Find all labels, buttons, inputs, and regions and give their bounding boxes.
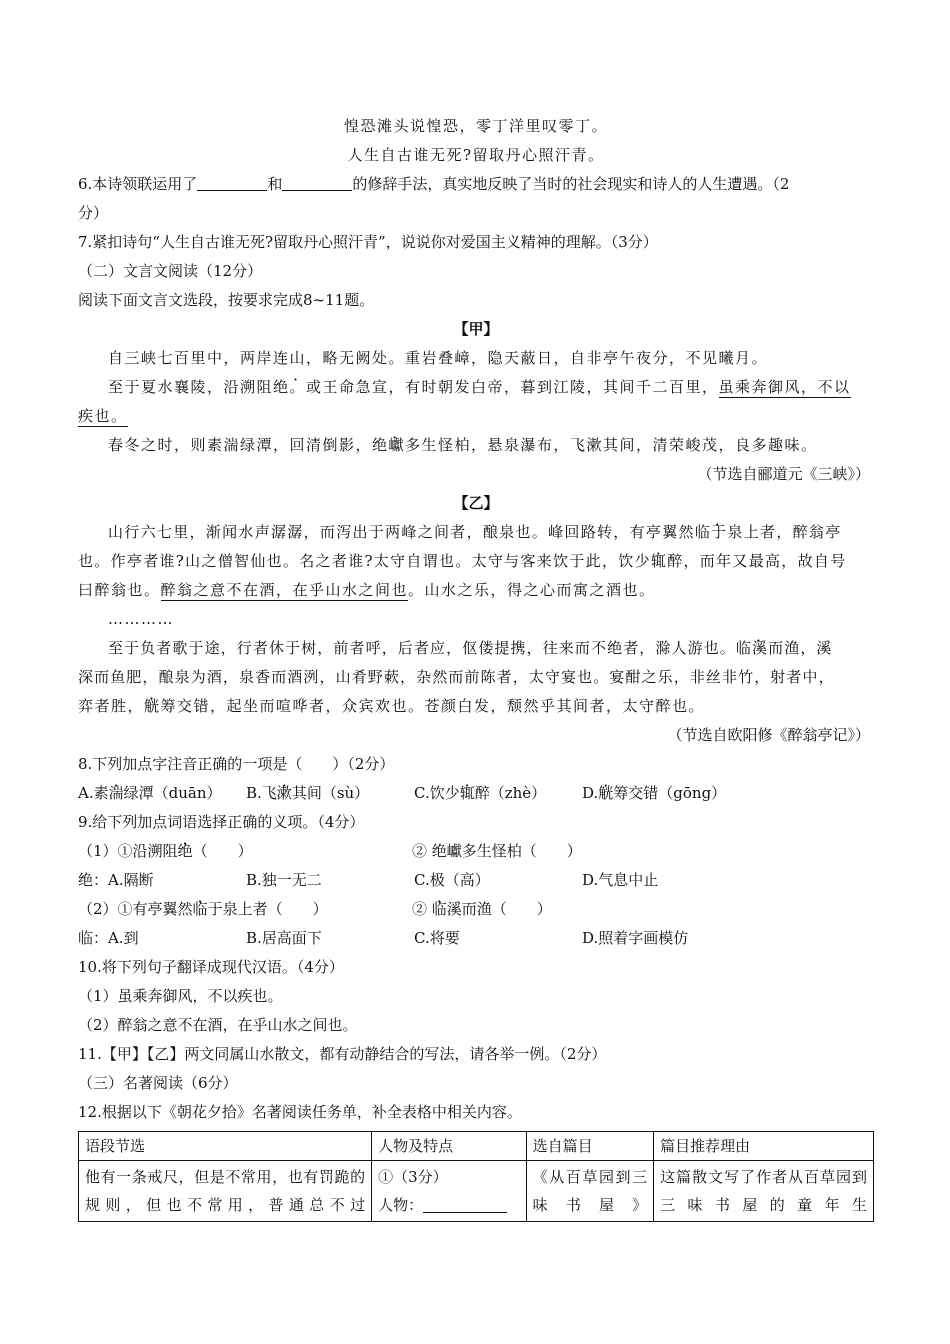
reading-task-table <box>78 1131 874 1222</box>
table-row <box>79 1161 874 1222</box>
option-c[interactable]: C.极（高） <box>414 871 490 889</box>
person-cell: ①（3分） 人物： <box>372 1161 527 1222</box>
passage-jia-label: 【甲】 <box>453 320 499 338</box>
underlined-sentence: 虽乘奔御风，不以 <box>718 378 851 396</box>
table-header: 选自篇目 <box>526 1132 653 1161</box>
ellipsis: ………… <box>108 610 174 628</box>
option-d[interactable]: D.觥筹交错（gōng） <box>582 784 727 802</box>
table-header-row <box>79 1132 874 1161</box>
question-9-item-2: （2）①有亭翼然临于泉上者（ ） ② 临溪而渔（ ） <box>78 900 552 918</box>
dotted-char: 绝 <box>372 436 389 454</box>
option-c[interactable]: C.饮少辄醉（zhè） <box>414 784 547 802</box>
question-10-item-1: （1）虽乘奔御风，不以疾也。 <box>78 987 283 1005</box>
option-a[interactable]: 绝：A.隔断 <box>78 871 154 889</box>
dotted-char: 临 <box>694 523 712 541</box>
dotted-char: 绝 <box>273 378 290 396</box>
question-12: 12.根据以下《朝花夕拾》名著阅读任务单，补全表格中相关内容。 <box>78 1103 522 1121</box>
answer-blank[interactable] <box>197 174 267 191</box>
answer-blank[interactable] <box>282 174 352 191</box>
table-header: 篇目推荐理由 <box>654 1132 874 1161</box>
jia-paragraph-3: 春冬之时，则素湍绿潭，回清倒影，绝巘多生怪柏，悬泉瀑布，飞漱其间，清荣峻茂，良多趣味。 <box>108 436 818 454</box>
yi-paragraph-2: 至于负者歌于途，行者休于树，前者呼，后者应，伛偻提携，往来而不绝者，滁人游也。临溪而渔，溪 <box>108 639 833 657</box>
question-6: 6.本诗领联运用了 和 的修辞手法，真实地反映了当时的社会现实和诗人的人生遭遇。（2 <box>78 175 790 193</box>
question-10: 10.将下列句子翻译成现代汉语。（4分） <box>78 958 344 976</box>
section-3-title: （三）名著阅读（6分） <box>78 1074 238 1092</box>
question-6-cont: 分） <box>78 204 109 222</box>
dotted-char: 辄 <box>650 552 668 570</box>
exam-page <box>78 112 874 1127</box>
option-d[interactable]: D.气息中止 <box>582 871 659 889</box>
question-9-item-1: （1）①沿溯阻绝（ ） ② 绝巘多生怪柏（ ） <box>78 842 582 860</box>
excerpt-cell: 他有一条戒尺，但是不常用，也有罚跪的规则，但也不常用，普通总不过 <box>79 1161 372 1222</box>
person-answer-blank[interactable] <box>423 1196 507 1213</box>
question-8: 8.下列加点字注音正确的一项是（ ）（2分） <box>78 755 395 773</box>
section-2-title: （二）文言文阅读（12分） <box>78 262 263 280</box>
question-10-item-2: （2）醉翁之意不在酒，在乎山水之间也。 <box>78 1016 358 1034</box>
dotted-char: 觥 <box>144 697 161 715</box>
poem-line-2: 人生自古谁无死?留取丹心照汗青。 <box>347 146 605 164</box>
passage-yi-label: 【乙】 <box>453 494 499 512</box>
question-11: 11.【甲】【乙】两文同属山水散文，都有动静结合的写法，请各举一例。（2分） <box>78 1045 607 1063</box>
option-b[interactable]: B.居高面下 <box>246 929 322 947</box>
poem-line-1: 惶恐滩头说惶恐，零丁洋里叹零丁。 <box>343 117 608 135</box>
option-c[interactable]: C.将要 <box>414 929 460 947</box>
question-9: 9.给下列加点词语选择正确的义项。（4分） <box>78 813 365 831</box>
question-9-lin-options <box>78 924 874 953</box>
jia-paragraph-1: 自三峡七百里中，两岸连山，略无阙处。重岩叠嶂，隐天蔽日，自非亭午夜分，不见曦月。 <box>108 349 769 367</box>
option-b[interactable]: B.飞漱其间（sù） <box>246 784 370 802</box>
table-header: 人物及特点 <box>372 1132 527 1161</box>
yi-paragraph-1-end: 曰醉翁也。醉翁之意不在酒，在乎山水之间也。山水之乐，得之心而寓之酒也。 <box>78 581 656 599</box>
yi-paragraph-1-cont: 也。作亭者谁?山之僧智仙也。名之者谁?太守自谓也。太守与客来饮于此，饮少辄醉，而年又最高，故自号 <box>78 552 847 570</box>
dotted-char: 临 <box>735 639 753 657</box>
yi-paragraph-2-cont: 深而鱼肥，酿泉为酒，泉香而酒洌，山肴野蔌，杂然而前陈者，太守宴也。宴酣之乐，非丝非竹，射者中， <box>78 668 835 686</box>
option-a[interactable]: A.素湍绿潭（duān） <box>78 784 222 802</box>
jia-paragraph-2: 至于夏水襄陵，沿溯阻绝。或王命急宣，有时朝发白帝，暮到江陵，其间千二百里，虽乘奔御风，不以 <box>108 378 851 396</box>
option-a[interactable]: 临：A.到 <box>78 929 139 947</box>
jia-source: （节选自郦道元《三峡》） <box>697 465 870 483</box>
underlined-sentence: 醉翁之意不在酒，在乎山水之间也 <box>160 581 409 599</box>
yi-source: （节选自欧阳修《醉翁亭记》） <box>667 726 870 744</box>
section-2-instruction: 阅读下面文言文选段，按要求完成8~11题。 <box>78 291 375 309</box>
chapter-cell: 《从百草园到三味书屋》 <box>526 1161 653 1222</box>
option-d[interactable]: D.照着字画模仿 <box>582 929 689 947</box>
table-header: 语段节选 <box>79 1132 372 1161</box>
question-8-options <box>78 779 874 808</box>
option-b[interactable]: B.独一无二 <box>246 871 322 889</box>
reason-cell: 这篇散文写了作者从百草园到三味书屋的童年生 <box>654 1161 874 1222</box>
jia-paragraph-2-cont: 疾也。 <box>78 407 128 425</box>
question-7: 7.紧扣诗句“人生自古谁无死?留取丹心照汗青”，说说你对爱国主义精神的理解。（3分） <box>78 233 658 251</box>
yi-paragraph-1: 山行六七里，渐闻水声潺潺，而泻出于两峰之间者，酿泉也。峰回路转，有亭翼然临于泉上者，醉翁亭 <box>108 523 842 541</box>
yi-paragraph-2-end: 弈者胜，觥筹交错，起坐而喧哗者，众宾欢也。苍颜白发，颓然乎其间者，太守醉也。 <box>78 697 706 715</box>
